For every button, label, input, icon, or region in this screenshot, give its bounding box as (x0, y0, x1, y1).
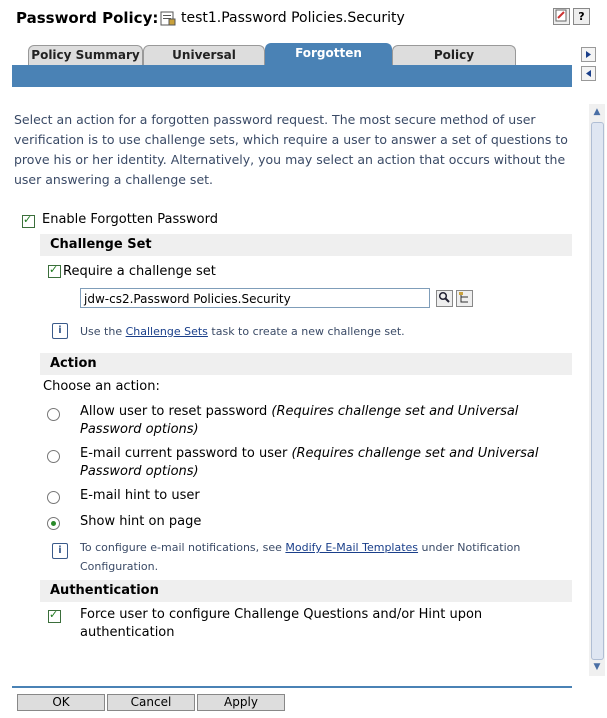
option-hint: (Requires challenge set and Universal Password options) (80, 404, 519, 437)
page-title: Password Policy: (16, 9, 159, 27)
radio-allow-reset[interactable] (47, 408, 60, 421)
note-text: task to create a new challenge set. (207, 325, 405, 338)
option-text: Allow user to reset password (80, 404, 272, 419)
option-show-hint: Show hint on page (80, 514, 202, 529)
cancel-button[interactable]: Cancel (107, 694, 195, 711)
note-text: Use the (80, 325, 126, 338)
info-icon: i (52, 323, 68, 339)
email-templates-note (80, 538, 550, 576)
object-name: test1.Password Policies.Security (181, 10, 405, 26)
challenge-set-heading: Challenge Set (40, 234, 572, 256)
tab-strip (12, 43, 572, 65)
edit-icon[interactable] (553, 8, 570, 25)
challenge-set-field[interactable]: jdw-cs2.Password Policies.Security (80, 288, 430, 308)
require-challenge-set-checkbox[interactable] (48, 265, 61, 278)
tab-universal-password[interactable]: Universal (143, 45, 265, 66)
challenge-sets-link[interactable]: Challenge Sets (125, 325, 208, 338)
radio-show-hint[interactable] (47, 517, 60, 530)
option-email-password (80, 445, 550, 481)
action-heading: Action (40, 353, 572, 375)
policy-object-icon (160, 10, 176, 26)
force-configure-label: Force user to configure Challenge Questions and/or Hint upon authentication (80, 607, 483, 640)
main-content (12, 96, 588, 676)
info-icon: i (52, 543, 68, 559)
option-allow-reset (80, 403, 550, 439)
enable-forgotten-password-label: Enable Forgotten Password (42, 212, 218, 227)
option-email-hint: E-mail hint to user (80, 488, 200, 503)
choose-action-label: Choose an action: (43, 379, 160, 394)
authentication-heading: Authentication (40, 580, 572, 602)
ok-button[interactable]: OK (17, 694, 105, 711)
radio-email-password[interactable] (47, 450, 60, 463)
intro-text: Select an action for a forgotten password request. The most secure method of user verification is to use challenge sets, which require a user to answer a set of questions to prove his or her identity. Alternatively, you may select an action that occurs without the user answering a challenge set. (14, 112, 568, 187)
enable-forgotten-password-checkbox[interactable] (22, 215, 35, 228)
tab-scroll-right-icon[interactable] (581, 47, 596, 62)
browse-tree-icon[interactable] (456, 290, 473, 307)
note-text: To configure e-mail notifications, see (80, 541, 286, 554)
tab-bar (12, 65, 572, 87)
option-text: E-mail current password to user (80, 446, 292, 461)
note-text: under Notification Configuration. (80, 541, 521, 573)
scroll-up-icon[interactable]: ▲ (593, 107, 601, 117)
challenge-set-note (80, 322, 405, 341)
scroll-thumb[interactable] (591, 122, 604, 660)
force-configure-checkbox[interactable] (48, 610, 61, 623)
tab-forgotten-password[interactable]: Forgotten (265, 43, 392, 66)
tab-policy-assignment[interactable]: Policy (392, 45, 516, 66)
apply-button[interactable]: Apply (197, 694, 285, 711)
vertical-scrollbar[interactable] (589, 104, 605, 676)
tab-scroll-left-icon[interactable] (581, 66, 596, 81)
header (0, 0, 607, 40)
search-icon[interactable] (436, 290, 453, 307)
help-icon[interactable]: ? (573, 8, 590, 25)
require-challenge-set-label: Require a challenge set (63, 264, 216, 279)
modify-email-templates-link[interactable]: Modify E-Mail Templates (285, 541, 419, 554)
tab-policy-summary[interactable]: Policy Summary (28, 45, 143, 66)
scroll-down-icon[interactable]: ▼ (593, 662, 601, 672)
option-hint: (Requires challenge set and Universal Password options) (80, 446, 539, 479)
footer-divider (12, 686, 572, 688)
radio-email-hint[interactable] (47, 491, 60, 504)
